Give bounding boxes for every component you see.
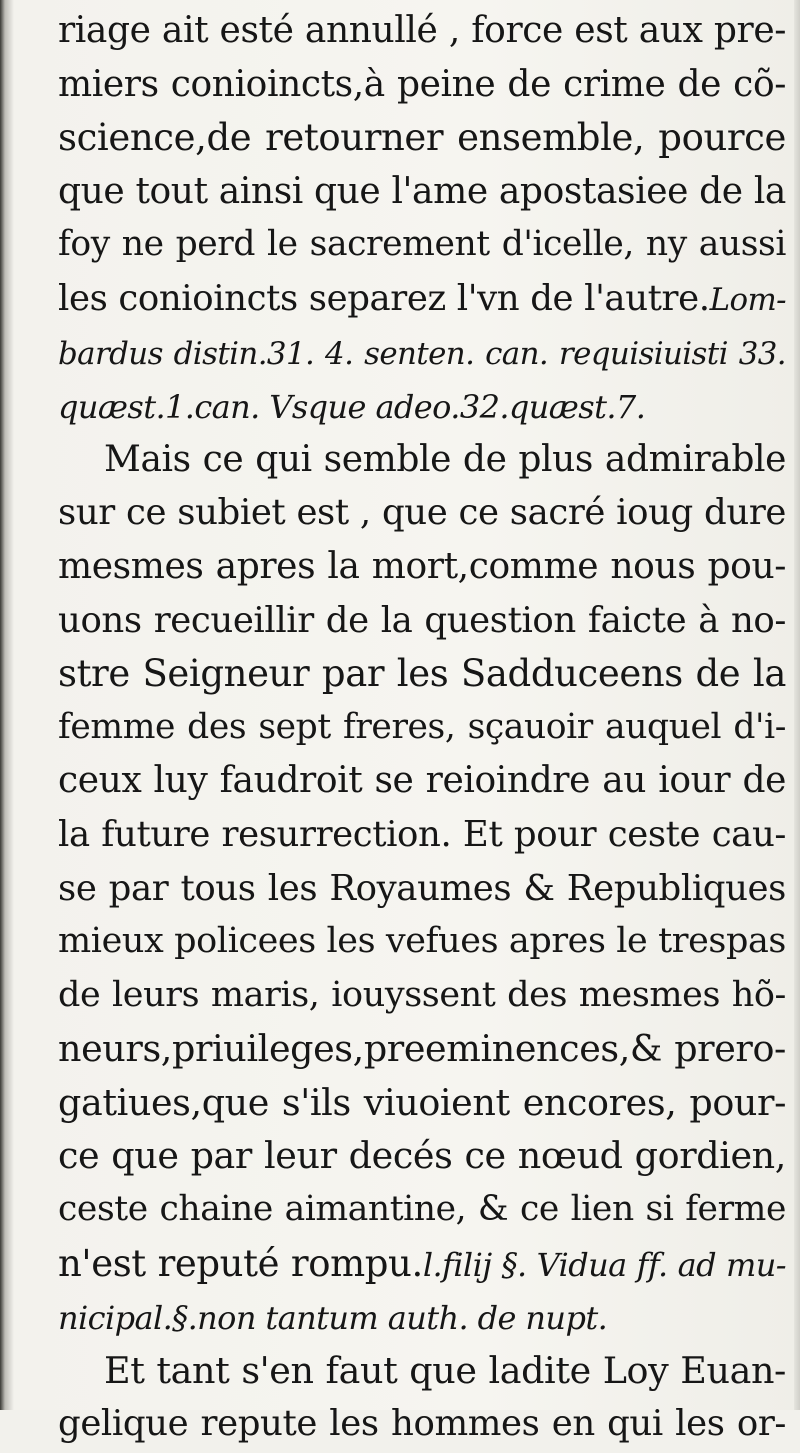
text-line: sur ce subiet est , que ce sacré ioug dure — [58, 492, 786, 534]
text-line: riage ait esté annullé , force est aux pre- — [58, 10, 786, 51]
citation-line: nicipal.§.non tantum auth. de nupt. — [58, 1299, 608, 1338]
text-line: se par tous les Royaumes & Republiques — [58, 867, 786, 909]
text-line: n'est reputé rompu.l.filij §. Vidua ff. ad mu- — [58, 1241, 786, 1285]
text-line: ceste chaine aimantine, & ce lien si ferme — [58, 1189, 786, 1230]
paragraph-start-line: Et tant s'en faut que ladite Loy Euan- — [104, 1348, 786, 1392]
text-line: foy ne perd le sacrement d'icelle, ny aussi — [58, 224, 786, 265]
text-line: miers conioincts,à peine de crime de cõ- — [58, 63, 786, 105]
text-line: mesmes apres la mort,comme nous pou- — [58, 545, 786, 587]
citation-line: bardus distin.31. 4. senten. can. requisiuisti 33. — [58, 335, 786, 372]
text-line: de leurs maris, iouyssent des mesmes hõ- — [58, 974, 786, 1015]
body-text — [58, 4, 786, 1451]
text-line: gelique repute les hommes en qui les or- — [58, 1403, 786, 1445]
text-line: que tout ainsi que l'ame apostasiee de la — [58, 170, 786, 212]
text-line: ce que par leur decés ce nœud gordien, — [58, 1134, 786, 1178]
text-line: femme des sept freres, sçauoir auquel d'i- — [58, 706, 786, 747]
text-line: gatiues,que s'ils viuoient encores, pour- — [58, 1080, 786, 1124]
text-line: la future resurrection. Et pour ceste cau- — [58, 813, 786, 855]
citation-line: quæst.1.can. Vsque adeo.32.quæst.7. — [58, 388, 646, 427]
text-line: science,de retourner ensemble, pource — [58, 116, 786, 160]
text-line: stre Seigneur par les Sadduceens de la — [58, 652, 786, 696]
text-line: uons recueillir de la question faicte à no- — [58, 599, 786, 641]
text-line: les conioincts separez l'vn de l'autre.Lom- — [58, 277, 786, 319]
text-line: neurs,priuileges,preeminences,& prero- — [58, 1027, 786, 1071]
paragraph-start-line: Mais ce qui semble de plus admirable — [104, 438, 786, 480]
text-line: mieux policees les vefues apres le trespas — [58, 921, 786, 962]
text-line: ceux luy faudroit se reioindre au iour de — [58, 760, 786, 802]
page-edge — [794, 0, 800, 1410]
